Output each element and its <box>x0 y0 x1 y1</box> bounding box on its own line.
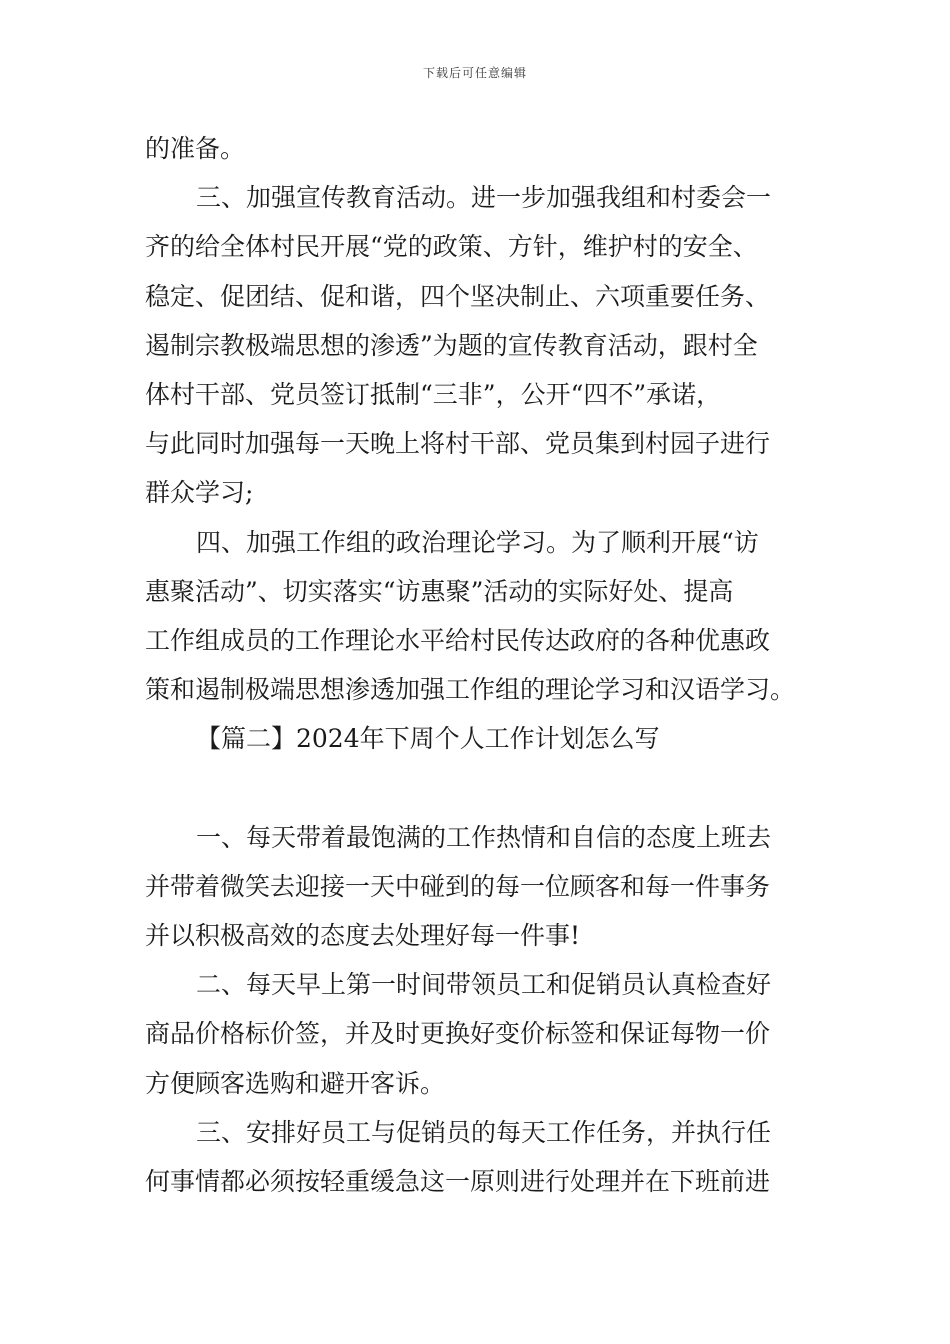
text-line: 与此同时加强每一天晚上将村干部、党员集到村园子进行 <box>145 429 771 459</box>
text-line: 商品价格标价签，并及时更换好变价标签和保证每物一价 <box>145 1019 771 1049</box>
paragraph-start: 二、每天早上第一时间带领员工和促销员认真检查好 <box>196 970 772 1000</box>
text-line: 方便顾客选购和避开客诉。 <box>145 1068 446 1098</box>
text-line: 策和遏制极端思想渗透加强工作组的理论学习和汉语学习。 <box>145 675 796 705</box>
text-line: 并以积极高效的态度去处理好每一件事! <box>145 921 581 950</box>
text-line: 并带着微笑去迎接一天中碰到的每一位顾客和每一件事务 <box>145 871 771 901</box>
page-header: 下载后可任意编辑 <box>422 66 527 80</box>
text-line: 体村干部、党员签订抵制“三非”，公开“四不”承诺， <box>145 379 722 409</box>
paragraph-start: 三、加强宣传教育活动。进一步加强我组和村委会一 <box>196 183 772 213</box>
document-body <box>145 124 810 1206</box>
paragraph-start: 四、加强工作组的政治理论学习。为了顺利开展“访 <box>196 527 759 557</box>
text-line: 惠聚活动”、切实落实“访惠聚”活动的实际好处、提高 <box>145 576 734 606</box>
text-line: 的准备。 <box>145 134 246 163</box>
blank-line <box>145 763 810 812</box>
text-line: 群众学习; <box>145 478 254 508</box>
text-line: 工作组成员的工作理论水平给村民传达政府的各种优惠政 <box>145 625 771 655</box>
text-line: 稳定、促团结、促和谐，四个坚决制止、六项重要任务、 <box>145 281 771 311</box>
text-line: 遏制宗教极端思想的渗透”为题的宣传教育活动，跟村全 <box>145 330 758 360</box>
section-heading: 【篇二】2024年下周个人工作计划怎么写 <box>196 724 660 754</box>
text-line: 齐的给全体村民开展“党的政策、方针，维护村的安全、 <box>145 232 758 262</box>
text-line: 何事情都必须按轻重缓急这一原则进行处理并在下班前进 <box>145 1166 771 1196</box>
paragraph-start: 一、每天带着最饱满的工作热情和自信的态度上班去 <box>196 822 772 852</box>
paragraph-start: 三、安排好员工与促销员的每天工作任务，并执行任 <box>196 1117 772 1147</box>
